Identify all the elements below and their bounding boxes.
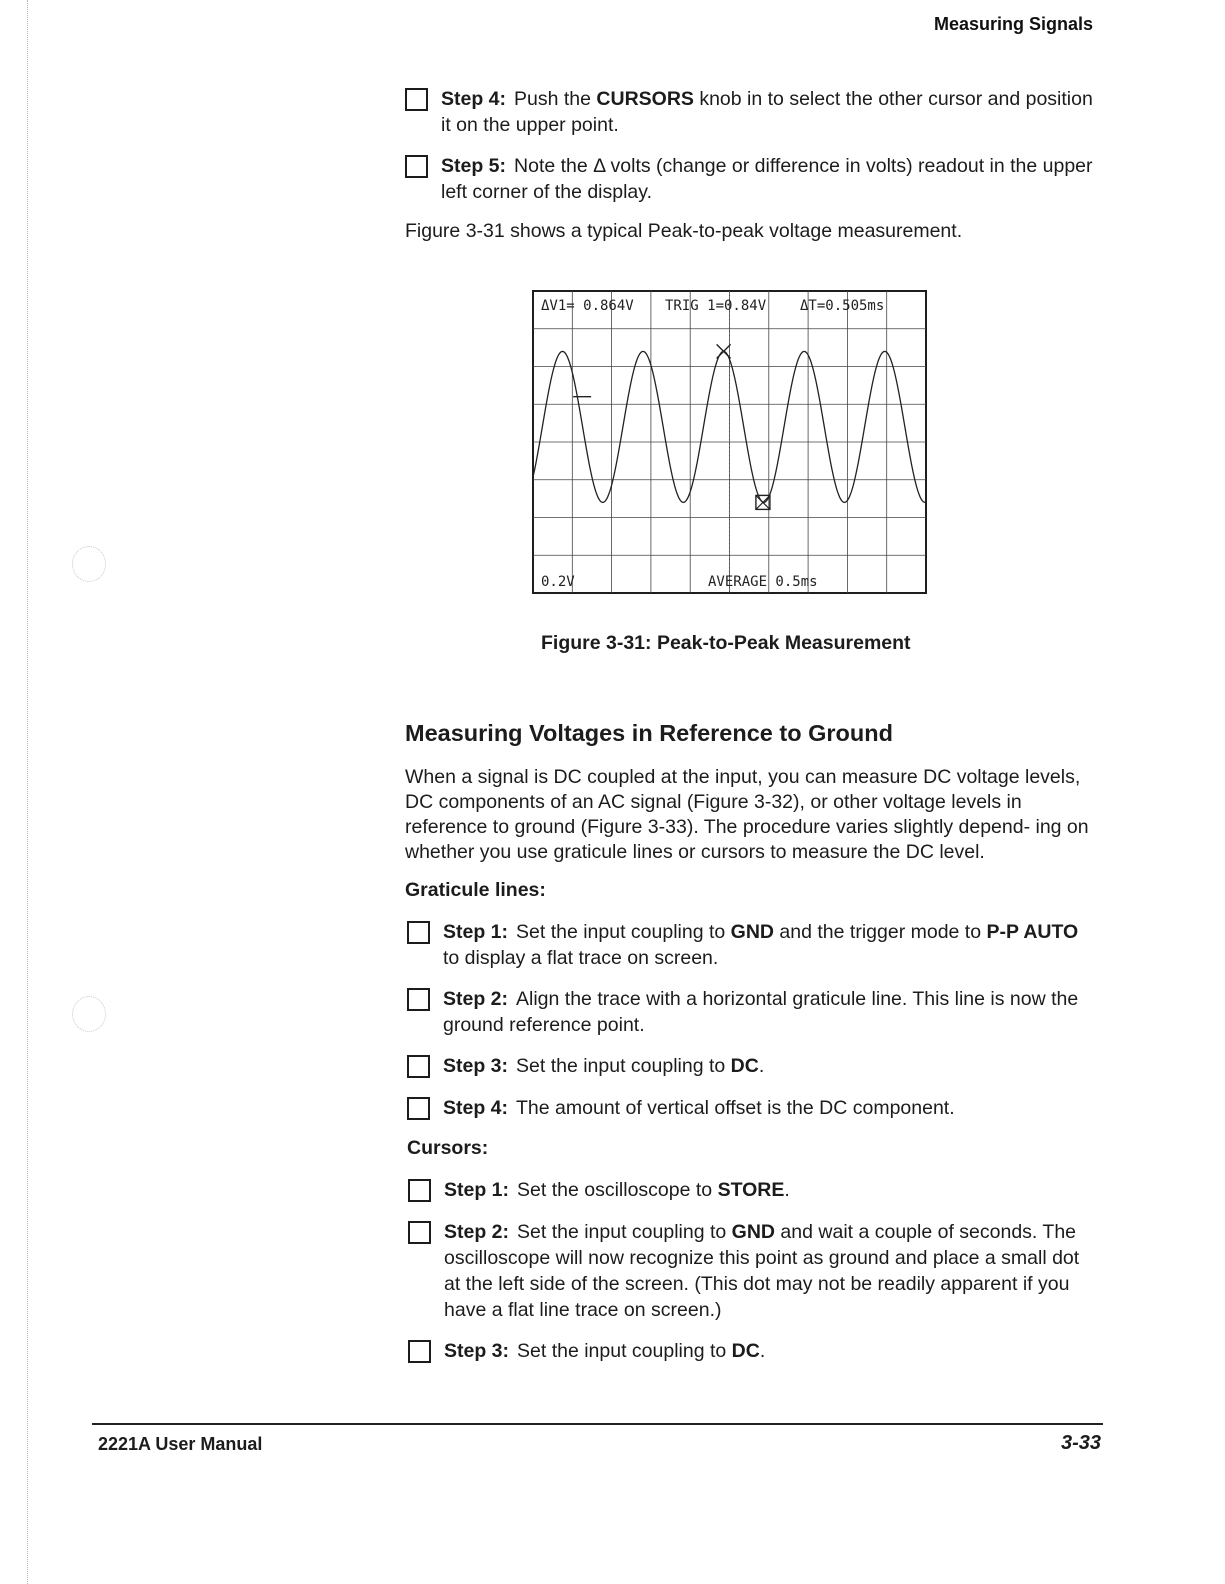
keyword: CURSORS	[596, 88, 694, 110]
checkbox-icon[interactable]	[407, 1097, 430, 1120]
step-text: The amount of vertical offset is the DC component.	[516, 1097, 955, 1119]
step-text: Note the Δ volts (change or difference in volts) readout in the upper left corner of the display.	[441, 155, 1093, 203]
step-item	[408, 1219, 1098, 1323]
step-label: Step 3:	[444, 1340, 510, 1362]
page-number: 3-33	[1060, 1432, 1101, 1454]
section-heading: Measuring Voltages in Reference to Ground	[405, 720, 893, 746]
step-text: Set the input coupling to	[516, 1055, 731, 1077]
step-item	[407, 986, 1097, 1038]
keyword: DC	[731, 1340, 760, 1362]
punch-hole-mark	[72, 546, 106, 582]
step-text: and wait a couple of seconds. The oscilloscope will now recognize this point as ground and place a small dot at the left side of the screen. (This dot may not be readily apparent if you have a flat line trace on screen.)	[444, 1221, 1080, 1321]
keyword: DC	[730, 1055, 759, 1077]
graticule-steps	[407, 919, 1097, 1121]
running-header: Measuring Signals	[933, 14, 1093, 34]
top-steps	[405, 86, 1095, 205]
step-text: Push the	[514, 88, 597, 110]
step-label: Step 4:	[443, 1097, 509, 1119]
checkbox-icon[interactable]	[407, 988, 430, 1011]
intro-text: Figure 3-31 shows a typical Peak-to-peak voltage measurement.	[405, 220, 963, 242]
keyword: P-P AUTO	[986, 921, 1079, 943]
checkbox-icon[interactable]	[405, 88, 428, 111]
figure-caption: Figure 3-31: Peak-to-Peak Measurement	[541, 632, 911, 654]
checkbox-icon[interactable]	[407, 1055, 430, 1078]
keyword: GND	[730, 921, 775, 943]
acquisition-readout: AVERAGE 0.5ms	[708, 574, 818, 590]
trigger-readout: TRIG 1=0.84V	[665, 298, 767, 314]
checkbox-icon[interactable]	[408, 1221, 431, 1244]
step-label: Step 2:	[444, 1221, 510, 1243]
keyword: GND	[731, 1221, 776, 1243]
scope-svg	[532, 290, 927, 594]
step-label: Step 2:	[443, 988, 509, 1010]
oscilloscope-display	[532, 290, 927, 594]
step-text: and the trigger mode to	[774, 921, 987, 943]
step-text: to display a flat trace on screen.	[443, 947, 719, 969]
checkbox-icon[interactable]	[407, 921, 430, 944]
step-item	[408, 1177, 1098, 1203]
step-text: .	[758, 1055, 765, 1077]
volts-per-div-readout: 0.2V	[541, 574, 575, 590]
footer-rule	[92, 1423, 1103, 1425]
step-label: Step 1:	[443, 921, 509, 943]
step-text: knob in to select the other cursor and position it on the upper point.	[441, 88, 1093, 136]
step-text: Set the oscilloscope to	[517, 1179, 718, 1201]
step-text: .	[784, 1179, 790, 1201]
punch-hole-mark	[72, 996, 106, 1032]
step-item	[405, 86, 1095, 138]
step-item	[405, 153, 1095, 205]
graticule-lines-heading: Graticule lines:	[405, 879, 546, 901]
step-text: Align the trace with a horizontal graticule line. This line is now the ground reference point.	[443, 988, 1079, 1036]
keyword: STORE	[717, 1179, 785, 1201]
delta-time-readout: ΔT=0.505ms	[800, 298, 885, 314]
step-item	[407, 1095, 1097, 1121]
manual-title: 2221A User Manual	[98, 1434, 263, 1454]
cursor-steps	[408, 1177, 1098, 1364]
delta-volts-readout: ΔV1= 0.864V	[541, 298, 634, 314]
section-paragraph: When a signal is DC coupled at the input, you can measure DC voltage levels, DC components of an AC signal (Figure 3-32), or other voltage levels in reference to ground (Figure 3-33). The procedure varies slightly depend- ing on whether you use graticule lines or cursors to measure the DC level.	[405, 766, 1089, 863]
step-label: Step 5:	[441, 155, 507, 177]
step-text: Set the input coupling to	[517, 1340, 732, 1362]
step-item	[407, 919, 1097, 971]
step-text: .	[759, 1340, 766, 1362]
step-item	[408, 1338, 1098, 1364]
checkbox-icon[interactable]	[408, 1179, 431, 1202]
step-text: Set the input coupling to	[517, 1221, 732, 1243]
step-text: Set the input coupling to	[516, 921, 731, 943]
step-label: Step 1:	[444, 1179, 510, 1201]
checkbox-icon[interactable]	[408, 1340, 431, 1363]
step-item	[407, 1053, 1097, 1079]
checkbox-icon[interactable]	[405, 155, 428, 178]
cursors-heading: Cursors:	[407, 1137, 489, 1159]
binding-edge	[27, 0, 28, 1584]
step-label: Step 4:	[441, 88, 507, 110]
step-label: Step 3:	[443, 1055, 509, 1077]
